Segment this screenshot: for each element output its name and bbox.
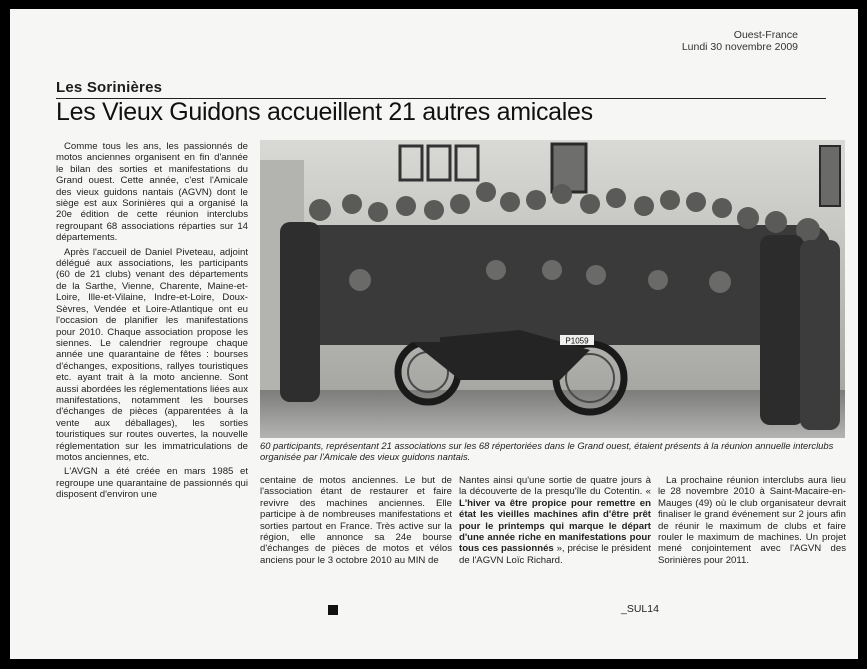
end-square-mark	[328, 605, 338, 615]
article-paragraph	[459, 475, 651, 566]
publication-date: Lundi 30 novembre 2009	[681, 41, 798, 53]
article-column-1	[56, 141, 248, 601]
section-kicker: Les Sorinières	[56, 79, 163, 96]
quote-intro: Nantes ainsi qu'une sortie de quatre jours à la découverte de la presqu'île du Cotentin. «	[459, 475, 651, 498]
article-paragraph: Comme tous les ans, les passionnés de motos anciennes organisent en fin d'année le bilan des sorties et manifestations du Grand ouest. Cette année, c'est l'Amicale des vieux guidons nantais (AGVN) dont le siège est aux Sorinières qui a organisé la 20e édition de cette réunion interclubs regroupant 68 associations réparties sur 14 départements.	[56, 141, 248, 244]
article-paragraph: La prochaine réunion interclubs aura lieu le 28 novembre 2010 à Saint-Macaire-en-Mauges (49) où le club organisateur devrait finaliser le grand événement sur 2 jours afin de réunir le maximum de clubs et faire rouler le maximum de machines. Un projet mené conjointement avec l'AGVN des Sorinières pour 2011.	[658, 475, 846, 566]
quote-attribution: », précise le président de l'AGVN Loïc Richard.	[459, 543, 651, 566]
article-column-4	[658, 475, 846, 605]
article-column-3	[459, 475, 651, 605]
headline: Les Vieux Guidons accueillent 21 autres amicales	[56, 98, 593, 126]
newspaper-clipping	[10, 9, 858, 659]
article-paragraph: L'AVGN a été créée en mars 1985 et regroupe une quarantaine de passionnés qui disposent d'environ une	[56, 466, 248, 501]
page-code: _SUL14	[621, 603, 659, 615]
group-photo-motorcycles	[260, 140, 845, 438]
article-paragraph: centaine de motos anciennes. Le but de l'association étant de restaurer et faire revivre des machines anciennes. Elle participe à de nombreuses manifestations et sorties partout en France. Très active sur la région, elle annonce sa 24e bourse d'échanges de pièces de motos et vélos anciens pour le 3 octobre 2010 au MIN de	[260, 475, 452, 566]
president-quote: L'hiver va être propice pour remettre en état les vieilles machines afin d'être prêt pour le printemps qui marque le départ d'une année riche en manifestations pour tous ces passionnés	[459, 497, 651, 555]
group-photo	[260, 140, 845, 438]
masthead	[682, 29, 798, 53]
number-plate: P1059	[565, 336, 589, 346]
article-paragraph: Après l'accueil de Daniel Piveteau, adjoint délégué aux associations, les participants (60 de 21 clubs) venant des départements de la Sarthe, Vienne, Charente, Maine-et-Loire, Ille-et-Vilaine, Indre-et-Loire, Doux-Sèvres, Vendée et Loire-Atlantique ont eu l'occasion de planifier les manifestations pour 2010. Chaque association propose les siennes. Le calendrier regroupe chaque année une quarantaine de fêtes : bourses d'échanges, expositions, rallyes touristiques etc. ayant trait à la moto ancienne. Sont aussi abordées les réglementations liées aux manifestations, notamment les bourses d'échanges de pièces (apparentées à la vente aux déballages), les sorties touristiques sur routes ouvertes, la nouvelle réglementation sur les immatriculations de motos anciennes, etc.	[56, 246, 248, 463]
article-column-2	[260, 475, 452, 605]
newspaper-name: Ouest-France	[733, 29, 798, 41]
photo-caption: 60 participants, représentant 21 associations sur les 68 répertoriées dans le Grand ouest, étaient présents à la réunion annuelle interclubs organisée par l'Amicale des vieux guidons nantais.	[260, 440, 834, 463]
